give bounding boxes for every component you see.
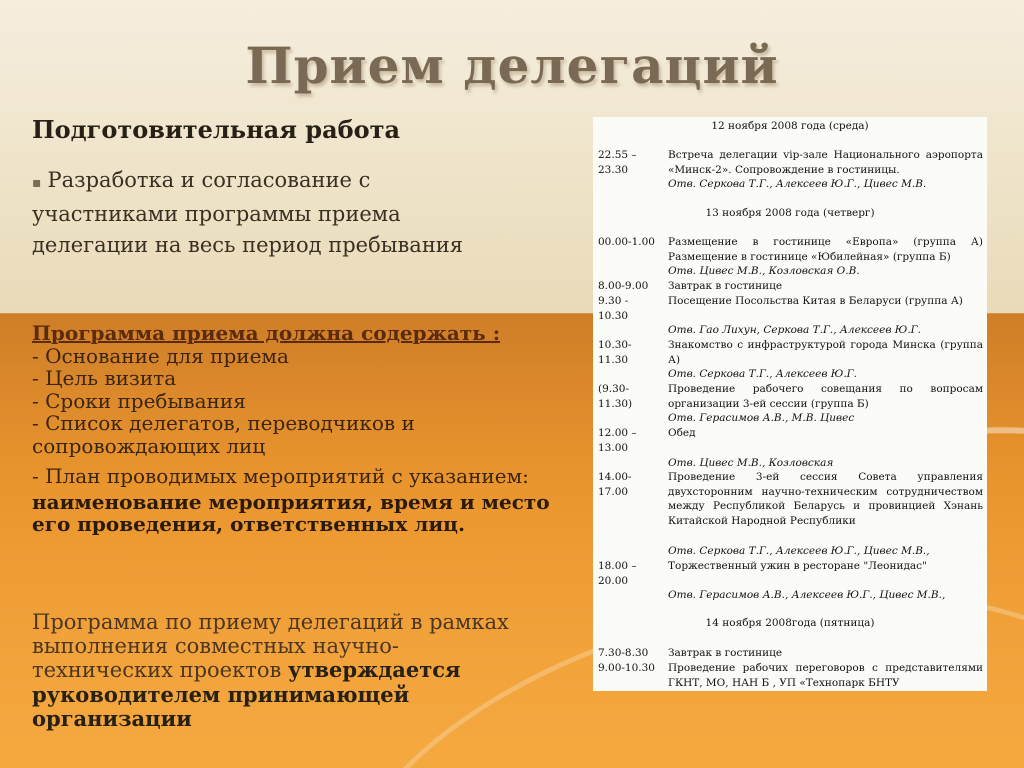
schedule-description: Завтрак в гостинице [668, 647, 783, 659]
approval-note-text: Программа по приему делегаций в рамках выполнения совместных научно-технических проектов [32, 610, 509, 682]
schedule-description: Знакомство с инфраструктурой города Минска (группа А) [668, 339, 983, 366]
schedule-responsible: Отв. Гао Лихун, Серкова Т.Г., Алексеев Ю.Г. [668, 324, 921, 336]
schedule-description: Встреча делегации vip-зале Национального аэропорта «Минск-2». Сопровождение в гостиницы. [668, 149, 983, 176]
requirements-heading: Программа приема должна содержать : [32, 321, 501, 345]
preparation-paragraph [32, 165, 512, 261]
requirement-item: - Основание для приема [32, 343, 289, 368]
schedule-responsible: Отв. Герасимов А.В., Алексеев Ю.Г., Цивес М.В., [668, 589, 946, 601]
schedule-time: 00.00-1.00 [598, 236, 655, 248]
schedule-description: Завтрак в гостинице [668, 280, 783, 292]
schedule-responsible: Отв. Герасимов А.В., М.В. Цивес [668, 412, 855, 424]
schedule-time: 7.30-8.30 [598, 647, 649, 659]
schedule-responsible: Отв. Цивес М.В., Козловская [668, 457, 834, 469]
schedule-description: Проведение рабочего совещания по вопросам организации 3-ей сессии (группа Б) [668, 383, 983, 410]
schedule-day-heading: 14 ноября 2008года (пятница) [705, 617, 875, 629]
bullet-icon: ▪ [32, 175, 42, 191]
schedule-day-heading: 13 ноября 2008 года (четверг) [705, 207, 875, 219]
schedule-time: 22.55 – 23.30 [598, 149, 637, 176]
schedule-time: 9.30 - 10.30 [598, 295, 629, 322]
requirement-item: - Сроки пребывания [32, 388, 246, 413]
schedule-responsible: Отв. Серкова Т.Г., Алексеев Ю.Г., Цивес М.В. [668, 178, 927, 190]
slide-title: Прием делегаций [245, 36, 779, 95]
schedule-description: Проведение 3-ей сессия Совета управления двухсторонним научно-техническим сотрудничеством между Республикой Беларусь и провинцией Хэнань Китайской Народной Республики [668, 471, 983, 527]
schedule-time: 10.30- 11.30 [598, 339, 632, 366]
requirement-item: наименование мероприятия, время и место его проведения, ответственных лиц. [32, 489, 550, 536]
approval-note [32, 611, 532, 732]
schedule-description: Торжественный ужин в ресторане "Леонидас" [668, 560, 927, 572]
section-subtitle: Подготовительная работа [32, 115, 401, 144]
schedule-day-heading: 12 ноября 2008 года (среда) [711, 120, 869, 132]
requirement-item: - Цель визита [32, 366, 177, 390]
requirement-item: - Список делегатов, переводчиков и сопровождающих лиц [32, 411, 415, 458]
approval-note-emphasis: утверждается руководителем принимающей организации [32, 657, 461, 731]
schedule-description: Посещение Посольства Китая в Беларуси (группа А) [668, 295, 963, 307]
schedule-description: Размещение в гостинице «Европа» (группа А) Размещение в гостинице «Юбилейная» (группа Б) [668, 236, 983, 263]
schedule-time: 14.00- 17.00 [598, 471, 632, 498]
schedule-responsible: Отв. Цивес М.В., Козловская О.В. [668, 265, 860, 277]
requirement-item: - План проводимых мероприятий с указанием: [32, 464, 529, 488]
schedule-time: 12.00 – 13.00 [598, 427, 637, 454]
schedule-responsible: Отв. Серкова Т.Г., Алексеев Ю.Г., Цивес М.В., [668, 545, 930, 557]
schedule-time: 18.00 – 20.00 [598, 560, 637, 587]
schedule-description: Обед [668, 427, 696, 439]
requirements-block [32, 322, 552, 536]
schedule-time: 9.00-10.30 [598, 662, 655, 674]
schedule-time: (9.30- 11.30) [598, 383, 633, 410]
schedule-description: Проведение рабочих переговоров с представителями ГКНТ, МО, НАН Б , УП «Технопарк БНТУ [668, 662, 983, 689]
schedule-responsible: Отв. Серкова Т.Г., Алексеев Ю.Г. [668, 368, 857, 380]
preparation-text: Разработка и согласование с участниками программы приема делегации на весь период пребывания [32, 168, 464, 257]
schedule-time: 8.00-9.00 [598, 280, 649, 292]
schedule-document [593, 117, 987, 691]
